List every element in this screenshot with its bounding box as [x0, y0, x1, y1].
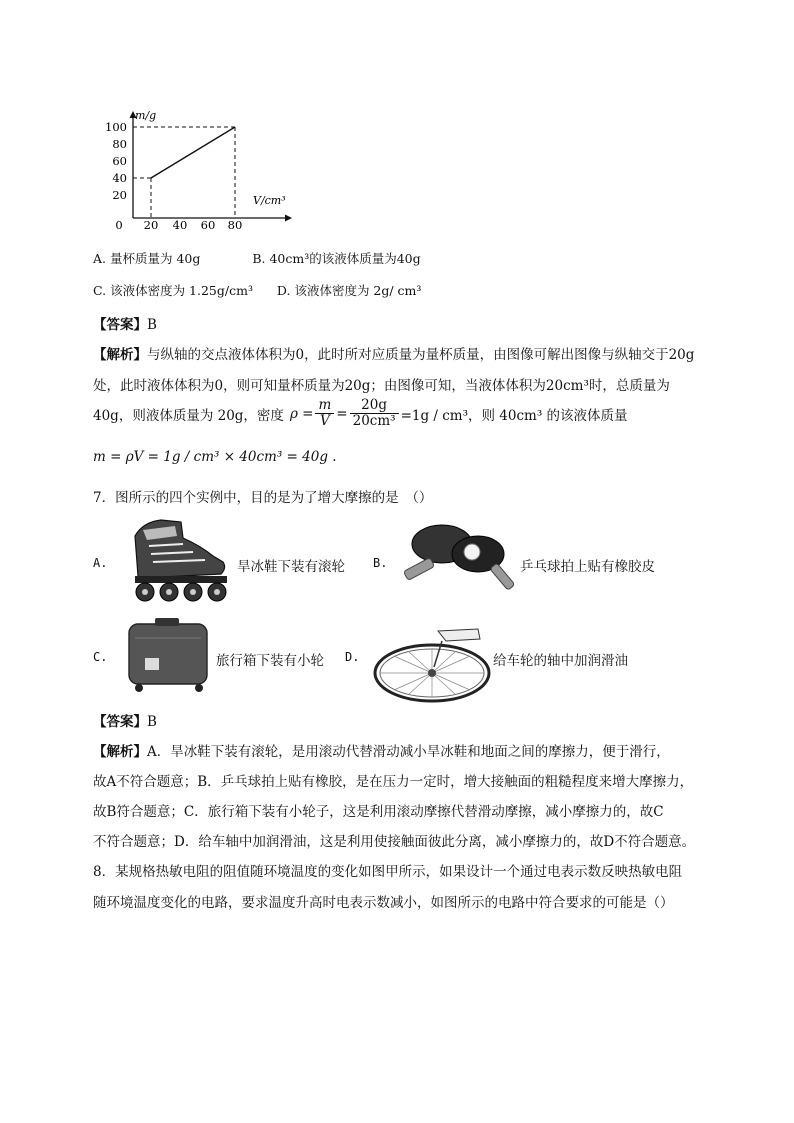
roller-skate-image	[113, 516, 235, 602]
analysis-text: A．旱冰鞋下装有滚轮，是用滚动代替滑动减小旱冰鞋和地面之间的摩擦力，便于滑行，	[147, 744, 670, 760]
q6-analysis-line-2	[93, 374, 670, 394]
q7-option-d-text: 给车轮的轴中加润滑油	[493, 653, 628, 669]
q7-option-b-label: B.	[373, 556, 388, 570]
suitcase-image	[125, 618, 213, 694]
answer-value: B	[147, 317, 157, 333]
q6-analysis-line-1	[93, 343, 694, 363]
q6-option-b: B. 40cm³的该液体质量为40g	[252, 251, 421, 266]
q7-analysis-line-4: 不符合题意；D．给车轴中加润滑油，这是利用使接触面彼此分离，减小摩擦力的，故D不符合题意。	[93, 834, 696, 850]
analysis-text: 40g，则液体质量为 20g，密度	[93, 407, 284, 424]
ping-pong-paddle-image	[396, 522, 518, 602]
q8-stem-line-2: 随环境温度变化的电路，要求温度升高时电表示数减小，如图所示的电路中符合要求的可能是（）	[93, 895, 674, 911]
x-tick-label: 80	[227, 218, 243, 232]
q6-option-a: A. 量杯质量为 40g	[93, 251, 201, 266]
fraction-m-over-v	[315, 398, 334, 429]
x-tick-label: 60	[200, 218, 216, 232]
q6-option-d: D. 该液体密度为 2g/ cm³	[276, 283, 422, 298]
answer-value: B	[147, 714, 157, 730]
q7-option-a-label: A.	[93, 556, 108, 570]
q7-analysis-line-3: 故B符合题意；C．旅行箱下装有小轮子，这是利用滚动摩擦代替滑动摩擦，减小摩擦力的，故C	[93, 804, 664, 820]
q7-option-c-text: 旅行箱下装有小轮	[216, 653, 324, 669]
q6-options-row-2	[93, 281, 421, 299]
q7-option-a-text: 旱冰鞋下装有滚轮	[237, 559, 345, 575]
q6-analysis-line-4	[93, 449, 337, 465]
fraction-values	[350, 398, 399, 429]
y-tick-label: 80	[112, 137, 127, 151]
data-line-series	[151, 127, 235, 178]
analysis-label: 【解析】	[93, 744, 147, 760]
y-tick-label: 100	[105, 120, 127, 134]
q7-analysis-line-2: 故A不符合题意；B．乒乓球拍上贴有橡胶，是在压力一定时，增大接触面的粗糙程度来增大摩擦力，	[93, 774, 694, 790]
bicycle-wheel-image	[372, 627, 492, 709]
x-axis-label: V/cm³	[253, 194, 286, 207]
analysis-text: 与纵轴的交点液体体积为0，此时所对应质量为量杯质量，由图像可解出图像与纵轴交于20g	[147, 347, 695, 363]
y-tick-label: 20	[112, 188, 127, 202]
q6-options-row-1	[93, 249, 421, 267]
q7-option-c-label: C.	[93, 650, 108, 664]
analysis-text: =1g / cm³，则 40cm³ 的该液体质量	[400, 407, 628, 424]
analysis-label: 【解析】	[93, 347, 147, 363]
mass-equation: m = ρV = 1g / cm³ × 40cm³ = 40g .	[93, 449, 337, 465]
mass-volume-graph	[95, 108, 295, 233]
answer-label: 【答案】	[93, 714, 147, 730]
x-axis-arrow	[285, 215, 292, 222]
fraction-denominator: 20cm³	[352, 413, 396, 429]
fraction-denominator: V	[320, 413, 330, 429]
y-tick-label: 40	[112, 171, 127, 185]
q6-option-c: C. 该液体密度为 1.25g/cm³	[93, 283, 253, 298]
q8-stem-line-1: 8．某规格热敏电阻的阻值随环境温度的变化如图甲所示，如果设计一个通过电表示数反映热敏电阻	[93, 864, 683, 880]
q7-answer	[93, 710, 157, 730]
x-tick-label: 0	[115, 218, 123, 232]
analysis-text: 处，此时液体体积为0，则可知量杯质量为20g；由图像可知，当液体体积为20cm³时，总质量为	[93, 378, 670, 394]
y-axis-label: m/g	[135, 109, 157, 122]
answer-label: 【答案】	[93, 317, 147, 333]
q7-option-d-label: D.	[345, 650, 360, 664]
y-tick-label: 60	[112, 154, 127, 168]
q7-option-b-text: 乒乓球拍上贴有橡胶皮	[520, 559, 655, 575]
q6-analysis-line-3: 40g，则液体质量为 20g，密度 ρ = $\frac{m}{V}$ = $\frac{20g}{\text{20cm³}}$ =1g / cm³，则 40cm³ 的该液体质量	[93, 397, 628, 429]
density-symbol: ρ =	[289, 405, 314, 422]
fraction-numerator: m	[315, 398, 334, 414]
q6-answer	[93, 313, 157, 333]
x-tick-label: 20	[143, 218, 159, 232]
x-tick-label: 40	[172, 218, 188, 232]
q7-analysis-line-1	[93, 740, 670, 760]
q7-stem: 7．图所示的四个实例中，目的是为了增大摩擦的是 （）	[93, 490, 433, 506]
fraction-numerator: 20g	[350, 398, 399, 414]
